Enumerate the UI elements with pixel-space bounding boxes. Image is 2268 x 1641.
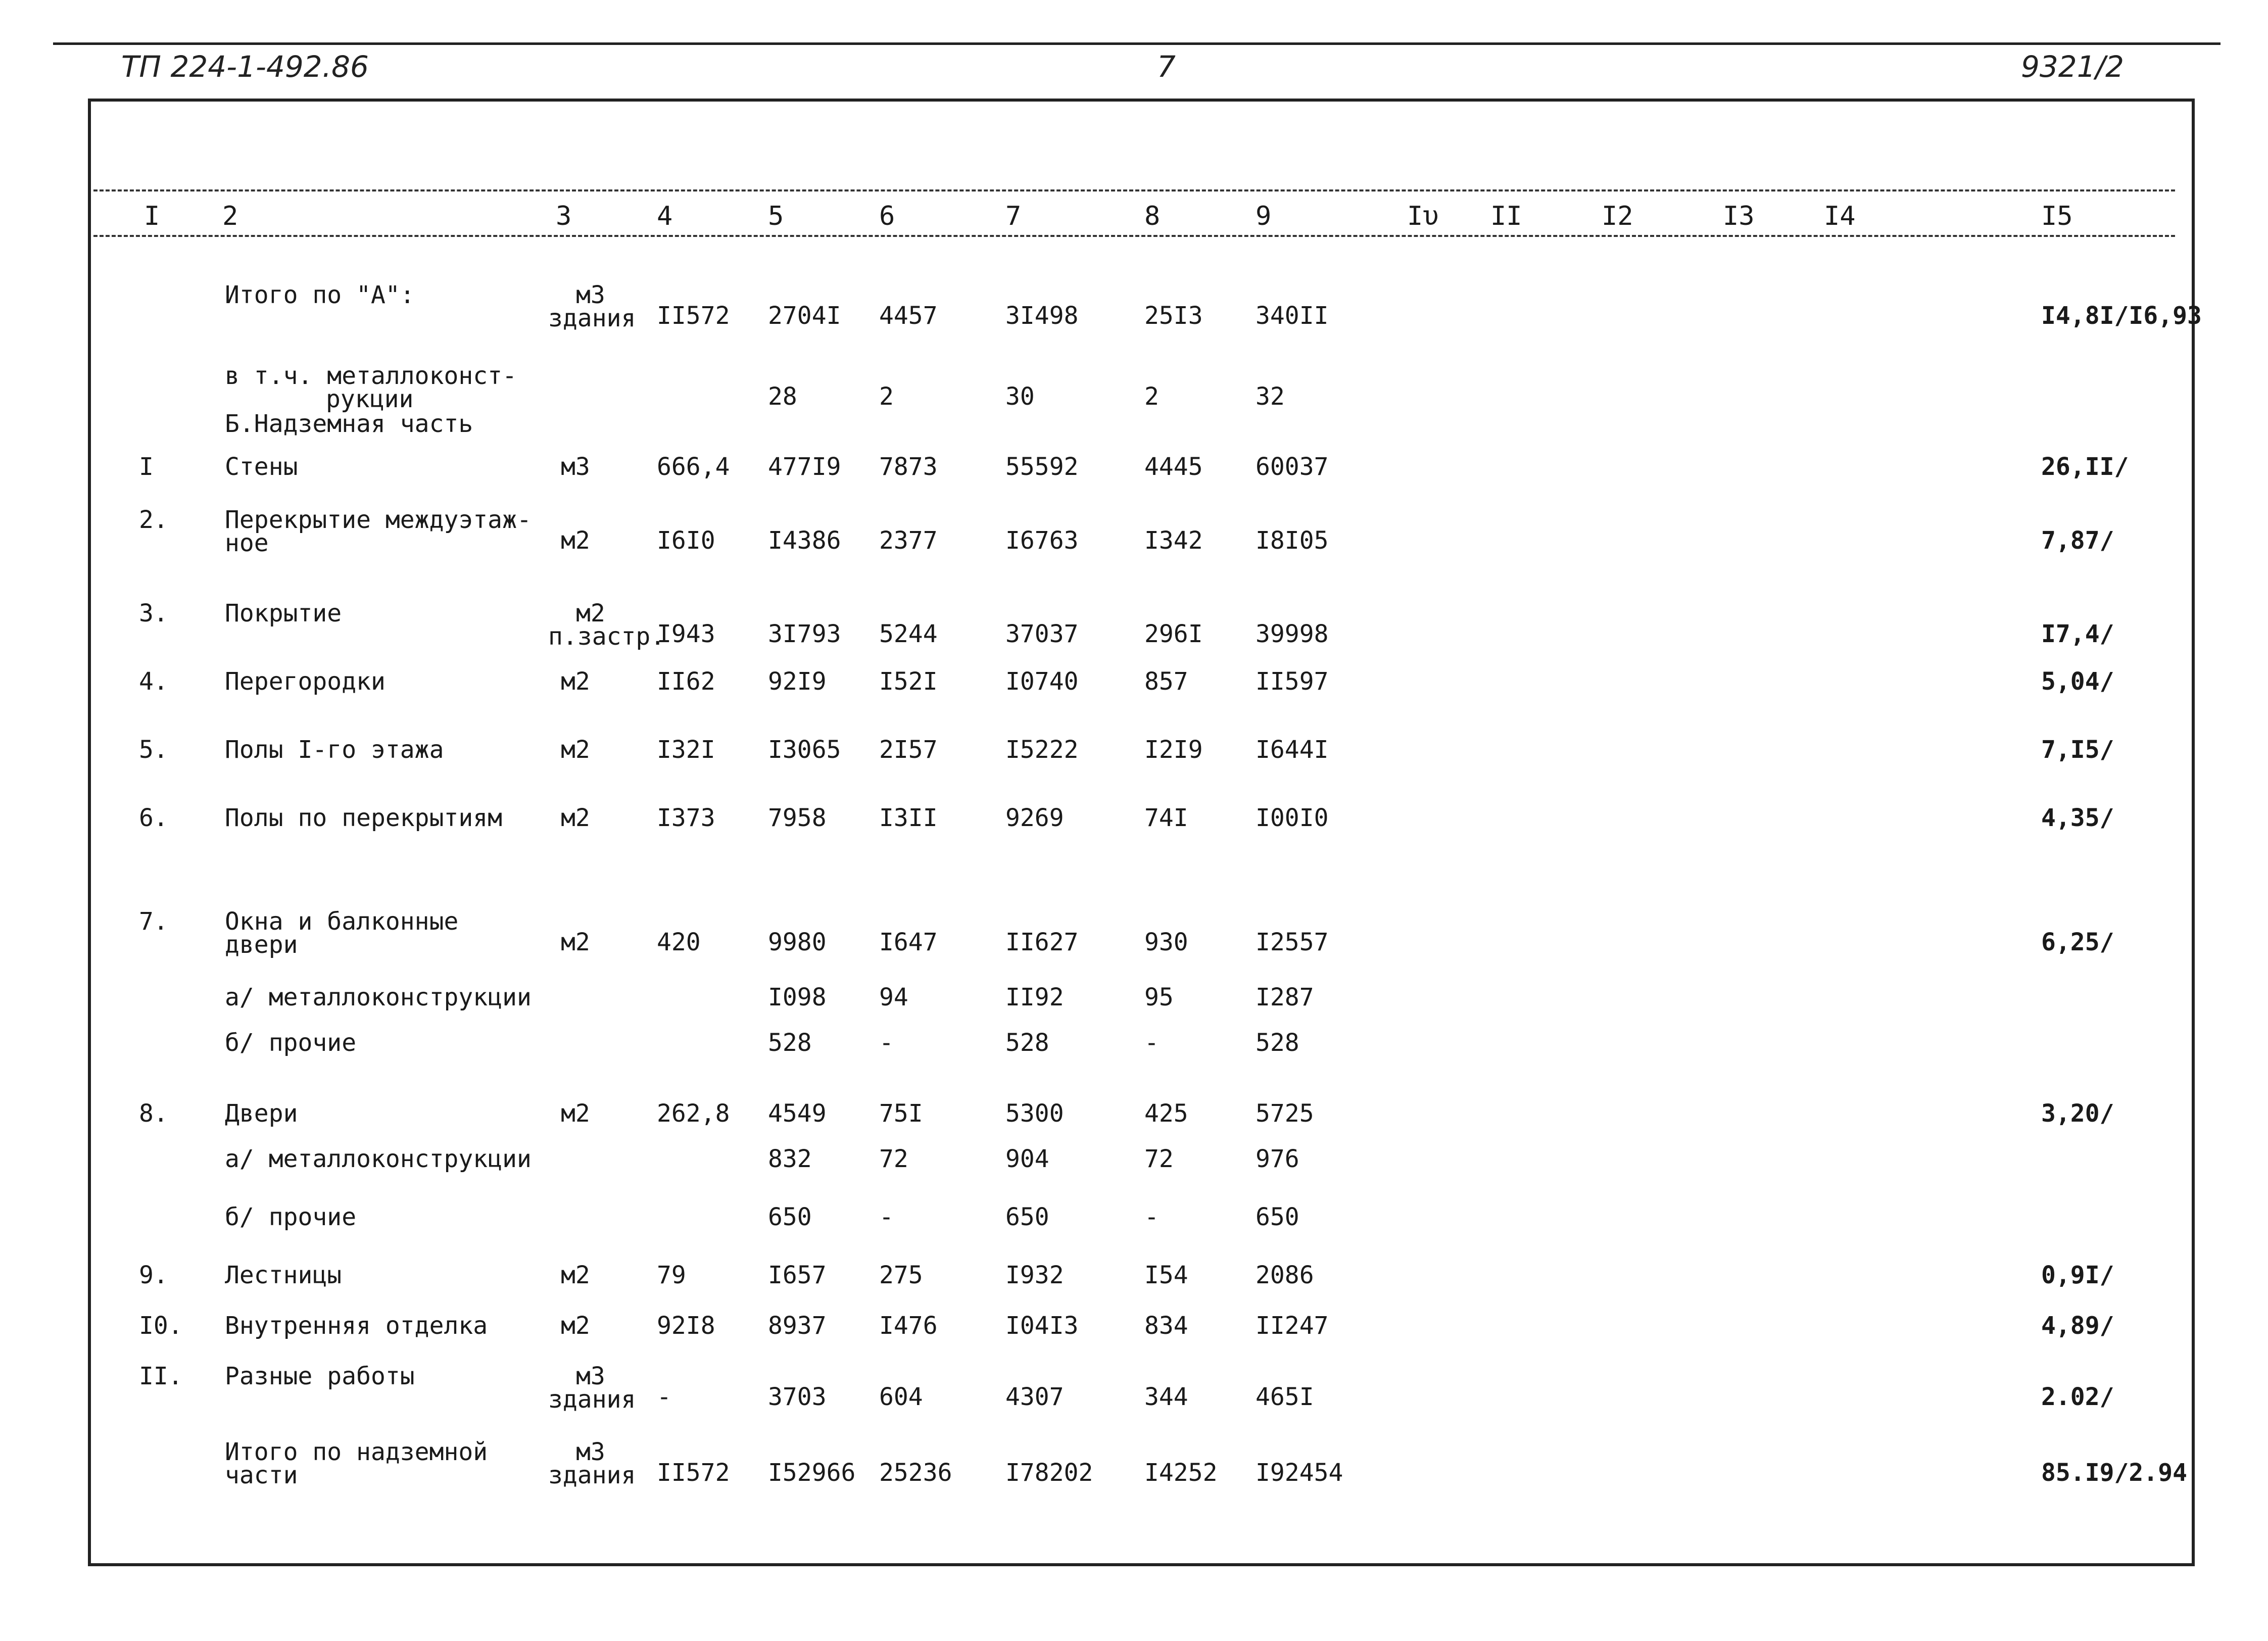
unit: м3 [561, 453, 590, 481]
cell-c9: 5725 [1256, 1099, 1314, 1128]
cell-c6: I52I [879, 667, 938, 696]
cell-c4: II572 [657, 1459, 730, 1487]
cell-c9: I644I [1256, 736, 1329, 764]
cell-c7: I78202 [1005, 1459, 1093, 1487]
unit: м2 [576, 599, 605, 628]
cell-c4: 420 [657, 928, 701, 957]
row-number: 6. [139, 804, 168, 832]
cell-c6: 4457 [879, 302, 938, 330]
cell-c8: I54 [1144, 1261, 1188, 1289]
column-header: 7 [1005, 201, 1022, 231]
column-header: Iυ [1407, 201, 1439, 231]
cell-c8: 425 [1144, 1099, 1188, 1128]
cell-c7: II627 [1005, 928, 1079, 957]
cell-c7: II92 [1005, 983, 1064, 1011]
cell-c9: 465I [1256, 1383, 1314, 1412]
unit: м2 [561, 928, 590, 957]
row-number: II. [139, 1362, 183, 1390]
cell-c7: 4307 [1005, 1383, 1064, 1412]
cell-c4: II62 [657, 667, 715, 696]
cell-c15: 5,04/ [2041, 667, 2114, 696]
item-name: Б.Надземная часть [225, 410, 473, 438]
sheet-reference: 9321/2 [2021, 50, 2125, 84]
header-bottom-rule [93, 235, 2175, 237]
column-header: I2 [1602, 201, 1633, 231]
document-code: ТП 224-1-492.86 [121, 50, 369, 84]
cell-c9: 528 [1256, 1029, 1299, 1057]
cell-c9: 340II [1256, 302, 1329, 330]
cell-c6: 7873 [879, 453, 938, 481]
cell-c4: 92I8 [657, 1312, 715, 1340]
cell-c5: 528 [768, 1029, 812, 1057]
cell-c5: 7958 [768, 804, 827, 832]
cell-c9: I00I0 [1256, 804, 1329, 832]
cell-c4: 262,8 [657, 1099, 730, 1128]
cell-c8: 74I [1144, 804, 1188, 832]
cell-c9: 650 [1256, 1203, 1299, 1231]
unit: м2 [561, 667, 590, 696]
cell-c4: - [657, 1383, 671, 1412]
unit: здания [548, 1461, 636, 1489]
cell-c8: 930 [1144, 928, 1188, 957]
cell-c7: 30 [1005, 382, 1035, 411]
cell-c9: 976 [1256, 1145, 1299, 1173]
cell-c6: 2 [879, 382, 894, 411]
column-header: II [1490, 201, 1522, 231]
item-name: б/ прочие [225, 1203, 357, 1231]
item-name: Двери [225, 1099, 298, 1128]
cell-c6: 25236 [879, 1459, 952, 1487]
cell-c15: 85.I9/2.94 [2041, 1459, 2187, 1487]
cell-c9: 2086 [1256, 1261, 1314, 1289]
row-number: 8. [139, 1099, 168, 1128]
item-name: Окна и балконные [225, 907, 459, 936]
item-name: Покрытие [225, 599, 342, 628]
cell-c5: 28 [768, 382, 797, 411]
cell-c15: 3,20/ [2041, 1099, 2114, 1128]
unit: здания [548, 1385, 636, 1414]
item-name: Итого по "А": [225, 281, 415, 309]
row-number: 3. [139, 599, 168, 628]
cell-c15: 4,35/ [2041, 804, 2114, 832]
cell-c8: - [1144, 1029, 1159, 1057]
cell-c5: I4386 [768, 526, 841, 555]
column-header: I5 [2041, 201, 2073, 231]
cell-c5: 477I9 [768, 453, 841, 481]
cell-c6: - [879, 1203, 894, 1231]
column-header: 9 [1256, 201, 1272, 231]
cell-c7: 37037 [1005, 620, 1079, 649]
cell-c7: 904 [1005, 1145, 1049, 1173]
unit: м3 [576, 1362, 605, 1390]
cell-c8: 25I3 [1144, 302, 1203, 330]
cell-c15: I4,8I/I6,93 [2041, 302, 2202, 330]
cell-c8: 834 [1144, 1312, 1188, 1340]
unit: м3 [576, 1438, 605, 1466]
cell-c8: 857 [1144, 667, 1188, 696]
cell-c5: 832 [768, 1145, 812, 1173]
cell-c9: I8I05 [1256, 526, 1329, 555]
row-number: I [139, 453, 154, 481]
item-name: в т.ч. металлоконст- [225, 362, 517, 390]
cell-c15: 0,9I/ [2041, 1261, 2114, 1289]
item-name: а/ металлоконструкции [225, 1145, 532, 1173]
item-name: рукции [326, 385, 414, 413]
column-header: I4 [1824, 201, 1856, 231]
cell-c5: 650 [768, 1203, 812, 1231]
item-name: а/ металлоконструкции [225, 983, 532, 1011]
cell-c7: 9269 [1005, 804, 1064, 832]
row-number: 7. [139, 907, 168, 936]
cell-c4: I943 [657, 620, 715, 649]
cell-c15: 4,89/ [2041, 1312, 2114, 1340]
item-name: Разные работы [225, 1362, 415, 1390]
row-number: 9. [139, 1261, 168, 1289]
cell-c5: 9980 [768, 928, 827, 957]
cell-c5: I52966 [768, 1459, 856, 1487]
unit: п.застр. [548, 622, 665, 651]
unit: м2 [561, 1261, 590, 1289]
cell-c7: 650 [1005, 1203, 1049, 1231]
cell-c8: 344 [1144, 1383, 1188, 1412]
item-name: двери [225, 931, 298, 959]
unit: м2 [561, 1099, 590, 1128]
cell-c15: 7,I5/ [2041, 736, 2114, 764]
row-number: I0. [139, 1312, 183, 1340]
cell-c5: 2704I [768, 302, 841, 330]
cell-c6: 604 [879, 1383, 923, 1412]
column-header: 2 [222, 201, 238, 231]
unit: м2 [561, 804, 590, 832]
cell-c7: I0740 [1005, 667, 1079, 696]
header-top-rule [93, 189, 2175, 191]
cell-c15: 26,II/ [2041, 453, 2129, 481]
item-name: Перекрытие междуэтаж- [225, 506, 532, 534]
item-name: Полы по перекрытиям [225, 804, 503, 832]
unit: м2 [561, 1312, 590, 1340]
cell-c5: I657 [768, 1261, 827, 1289]
cell-c15: I7,4/ [2041, 620, 2114, 649]
cell-c9: 60037 [1256, 453, 1329, 481]
cell-c6: 2I57 [879, 736, 938, 764]
cell-c8: 2 [1144, 382, 1159, 411]
row-number: 5. [139, 736, 168, 764]
cell-c6: - [879, 1029, 894, 1057]
cell-c6: 75I [879, 1099, 923, 1128]
cell-c6: 94 [879, 983, 908, 1011]
cell-c6: I3II [879, 804, 938, 832]
cell-c7: 55592 [1005, 453, 1079, 481]
cell-c7: 5300 [1005, 1099, 1064, 1128]
cell-c4: I373 [657, 804, 715, 832]
cell-c9: 39998 [1256, 620, 1329, 649]
item-name: Итого по надземной [225, 1438, 488, 1466]
cell-c5: I098 [768, 983, 827, 1011]
cell-c8: 296I [1144, 620, 1203, 649]
column-header: 5 [768, 201, 784, 231]
item-name: части [225, 1461, 298, 1489]
cell-c8: 4445 [1144, 453, 1203, 481]
unit: м3 [576, 281, 605, 309]
cell-c8: I4252 [1144, 1459, 1218, 1487]
cell-c8: 95 [1144, 983, 1174, 1011]
cell-c8: 72 [1144, 1145, 1174, 1173]
item-name: ное [225, 529, 269, 557]
cell-c9: I92454 [1256, 1459, 1343, 1487]
cell-c7: I5222 [1005, 736, 1079, 764]
column-header: 6 [879, 201, 895, 231]
unit: м2 [561, 526, 590, 555]
cell-c15: 6,25/ [2041, 928, 2114, 957]
top-rule [53, 42, 2221, 45]
cell-c6: 5244 [879, 620, 938, 649]
column-header: I [144, 201, 160, 231]
cell-c5: 4549 [768, 1099, 827, 1128]
row-number: 4. [139, 667, 168, 696]
cell-c15: 2.02/ [2041, 1383, 2114, 1412]
cell-c5: 3703 [768, 1383, 827, 1412]
page-number: 7 [1157, 50, 1176, 84]
cell-c5: 92I9 [768, 667, 827, 696]
unit: здания [548, 304, 636, 332]
cell-c6: I647 [879, 928, 938, 957]
item-name: б/ прочие [225, 1029, 357, 1057]
cell-c4: 79 [657, 1261, 686, 1289]
cell-c4: I6I0 [657, 526, 715, 555]
unit: м2 [561, 736, 590, 764]
item-name: Стены [225, 453, 298, 481]
cell-c9: II597 [1256, 667, 1329, 696]
item-name: Полы I-го этажа [225, 736, 444, 764]
cell-c5: I3065 [768, 736, 841, 764]
cell-c9: 32 [1256, 382, 1285, 411]
cell-c9: II247 [1256, 1312, 1329, 1340]
cell-c8: - [1144, 1203, 1159, 1231]
item-name: Внутренняя отделка [225, 1312, 488, 1340]
table-frame [88, 99, 2195, 1566]
cell-c8: I342 [1144, 526, 1203, 555]
cell-c8: I2I9 [1144, 736, 1203, 764]
cell-c4: II572 [657, 302, 730, 330]
cell-c5: 8937 [768, 1312, 827, 1340]
column-header: 3 [556, 201, 572, 231]
cell-c5: 3I793 [768, 620, 841, 649]
column-header: 8 [1144, 201, 1161, 231]
item-name: Лестницы [225, 1261, 342, 1289]
cell-c4: 666,4 [657, 453, 730, 481]
row-number: 2. [139, 506, 168, 534]
cell-c7: 3I498 [1005, 302, 1079, 330]
cell-c4: I32I [657, 736, 715, 764]
cell-c9: I287 [1256, 983, 1314, 1011]
item-name: Перегородки [225, 667, 385, 696]
cell-c9: I2557 [1256, 928, 1329, 957]
column-header: 4 [657, 201, 673, 231]
cell-c6: 2377 [879, 526, 938, 555]
cell-c6: I476 [879, 1312, 938, 1340]
cell-c7: 528 [1005, 1029, 1049, 1057]
cell-c15: 7,87/ [2041, 526, 2114, 555]
cell-c6: 275 [879, 1261, 923, 1289]
column-header: I3 [1723, 201, 1755, 231]
cell-c7: I6763 [1005, 526, 1079, 555]
cell-c6: 72 [879, 1145, 908, 1173]
cell-c7: I932 [1005, 1261, 1064, 1289]
cell-c7: I04I3 [1005, 1312, 1079, 1340]
